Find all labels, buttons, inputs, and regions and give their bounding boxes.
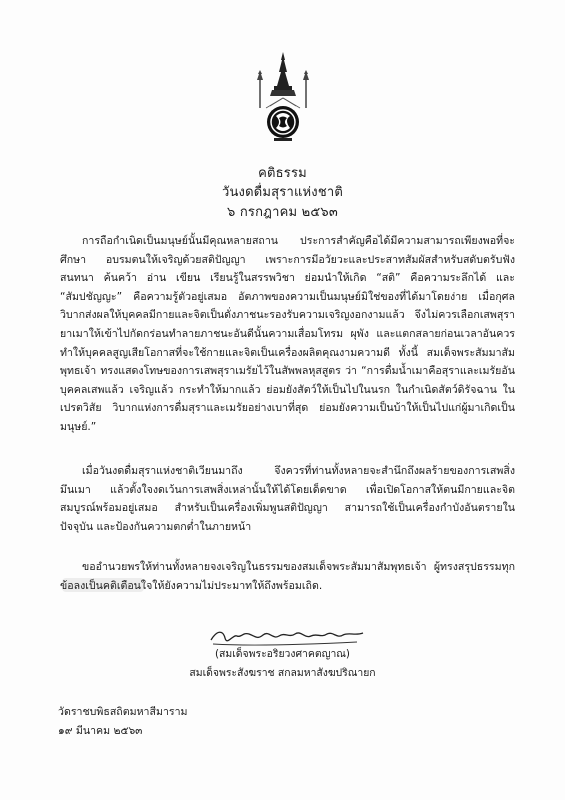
- emblem-icon: [252, 50, 314, 150]
- signatory-position: สมเด็จพระสังฆราช สกลมหาสังฆปริณายก: [189, 667, 376, 679]
- paragraph-3: [60, 558, 515, 595]
- document-date: ๖ กรกฎาคม ๒๕๖๓: [227, 205, 338, 220]
- footer-date: ๑๙ มีนาคม ๒๕๖๓: [58, 725, 143, 737]
- signatory-name: (สมเด็จพระอริยวงศาคตญาณ): [215, 648, 350, 660]
- paragraph-2: [60, 462, 515, 536]
- footer-place: วัดราชบพิธสถิตมหาสีมาราม: [58, 706, 188, 718]
- document-subtitle: วันงดดื่มสุราแห่งชาติ: [221, 185, 344, 200]
- paragraph-1-text: การถือกำเนิดเป็นมนุษย์นั้นมีคุณหลายสถาน ประการสำคัญคือได้มีความสามารถเพียงพอที่จะศึกษา อบรมตนให้เจริญด้วยสติปัญญา เพราะการมีอวัยวะและประสาทสัมผัสสำหรับสดับตรับฟัง สนทนา ค้นคว้า อ่าน เขียน เรียนรู้ในสรรพวิชา ย่อมนำให้เกิด “สติ” คือความระลึกได้ และ “สัมปชัญญะ” คือความรู้ตัวอยู่เสมอ อัตภาพของความเป็นมนุษย์มิใช่ของที่ได้มาโดยง่าย เมื่อกุศลวิบากส่งผลให้บุคคลมีกายและจิตเป็นดั่งภาชนะรองรับความเจริญงอกงามแล้ว จึงไม่ควรเลือกเสพสุรายาเมาให้เข้าไปกัดกร่อนทำลายภาชนะอันดีนั้นความเสื่อมโทรม ผุพัง และแตกสลายก่อนเวลาอันควร ทำให้บุคคลสูญเสียโอกาสที่จะใช้กายและจิตเป็นเครื่องผลิตคุณงามความดี ทั้งนี้ สมเด็จพระสัมมาสัมพุทธเจ้า ทรงแสดงโทษของการเสพสุราเมรัยไว้ในสัพพลหุสสูตร ว่า “การดื่มน้ำเมาคือสุราและเมรัยอันบุคคลเสพแล้ว เจริญแล้ว กระทำให้มากแล้ว ย่อมยังสัตว์ให้เป็นไปในนรก ในกำเนิดสัตว์ดิรัจฉาน ในเปรตวิสัย วิบากแห่งการดื่มสุราและเมรัยอย่างเบาที่สุด ย่อมยังความเป็นบ้าให้เป็นไปแก่ผู้มาเกิดเป็นมนุษย์.”: [60, 235, 515, 433]
- paragraph-2-text: เมื่อวันงดดื่มสุราแห่งชาติเวียนมาถึง จึงควรที่ท่านทั้งหลายจะสำนึกถึงผลร้ายของการเสพสิ่งมึนเมา แล้วตั้งใจงดเว้นการเสพสิ่งเหล่านั้นให้ได้โดยเด็ดขาด เพื่อเปิดโอกาสให้ตนมีกายและจิตสมบูรณ์พร้อมอยู่เสมอ สำหรับเป็นเครื่องเพิ่มพูนสติปัญญา สามารถใช้เป็นเครื่องกำบังอันตรายในปัจจุบัน และป้องกันความตกต่ำในภายหน้า: [60, 465, 515, 533]
- document-title: คติธรรม: [258, 166, 307, 181]
- paragraph-1: [60, 232, 515, 437]
- paragraph-3-text: ขออำนวยพรให้ท่านทั้งหลายจงเจริญในธรรมของสมเด็จพระสัมมาสัมพุทธเจ้า ผู้ทรงสรุปธรรมทุกข้อลงเป็นคติเตือนใจให้ยังความไม่ประมาทให้ถึงพร้อมเถิด.: [60, 561, 515, 592]
